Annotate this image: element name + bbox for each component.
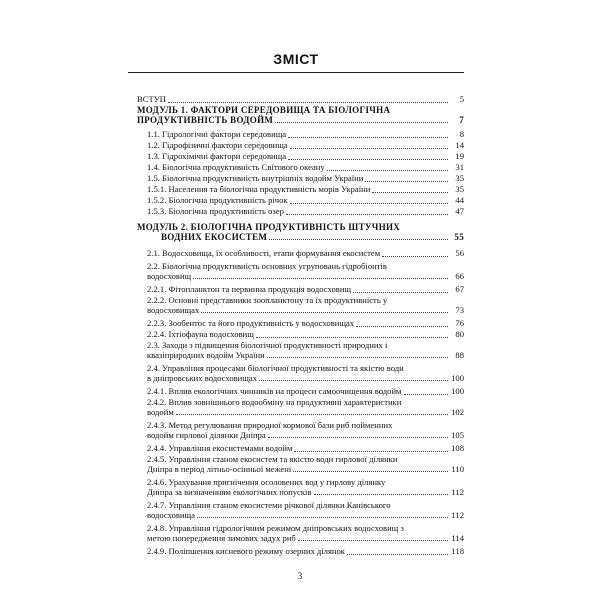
toc-entry-title: квазіприродних водойм України bbox=[147, 349, 265, 360]
toc-entry-title: водойм bbox=[147, 406, 174, 417]
dot-leader bbox=[298, 540, 448, 541]
toc-entry[interactable] bbox=[147, 364, 464, 383]
toc-entry[interactable] bbox=[147, 130, 464, 140]
toc-entry-page: 100 bbox=[451, 386, 464, 396]
toc-entry-title: ПРОДУКТИВНІСТЬ ВОДОЙМ bbox=[137, 114, 274, 125]
dot-leader bbox=[372, 192, 448, 193]
dot-leader bbox=[176, 414, 448, 415]
toc-entry-title: 2.2.4. Іхтіофауна водосховищ bbox=[147, 329, 254, 339]
toc-entry[interactable] bbox=[147, 524, 464, 543]
toc-entry[interactable] bbox=[147, 296, 464, 315]
toc-module-entry[interactable] bbox=[137, 223, 464, 242]
dot-leader bbox=[365, 181, 448, 182]
toc-entry-page: 118 bbox=[451, 546, 464, 556]
dot-leader bbox=[288, 137, 448, 138]
toc-entry-title: ВОДНИХ ЕКОСИСТЕМ bbox=[161, 231, 268, 242]
toc-entry-page: 102 bbox=[451, 406, 464, 417]
dot-leader bbox=[294, 451, 448, 452]
toc-entry-page: 100 bbox=[451, 372, 464, 383]
dot-leader bbox=[356, 326, 448, 327]
toc-entry-page: 55 bbox=[454, 231, 464, 242]
dot-leader bbox=[268, 437, 448, 438]
toc-entry-page: 5 bbox=[459, 94, 464, 104]
toc-entry-page: 108 bbox=[451, 443, 464, 453]
toc-entry-page: 66 bbox=[455, 270, 464, 281]
toc-entry-title-line: 2.3. Заходи з підвищення біологічної продуктивності природних і bbox=[147, 340, 388, 350]
toc-entry-page: 67 bbox=[455, 284, 464, 294]
toc-entry-title: 1.5. Біологічна продуктивність внутрішніх водойм України bbox=[147, 173, 364, 183]
toc-entry-title: 2.4.9. Поліпшення кисневого режиму озерних ділянок bbox=[147, 546, 345, 556]
toc-entry-page: 76 bbox=[455, 318, 464, 328]
toc-entry[interactable] bbox=[137, 95, 464, 105]
toc-entry-title-line: 2.4.6. Урахування пригнічення осоловених вод у гирлову ділянку bbox=[147, 477, 386, 487]
toc-entry[interactable] bbox=[147, 387, 464, 397]
toc-entry-page: 80 bbox=[455, 329, 464, 339]
toc-entry[interactable] bbox=[147, 174, 464, 184]
toc-entry[interactable] bbox=[147, 341, 464, 360]
toc-entry-title-line: 2.4.2. Вплив зовнішнього водообміну на продуктивні характеристики bbox=[147, 397, 402, 407]
toc-entry-title: 1.2. Гідрофізичні фактори середовища bbox=[147, 140, 288, 150]
dot-leader bbox=[293, 471, 448, 472]
toc-entry-title: 1.3. Гідрохімічні фактори середовища bbox=[147, 151, 287, 161]
toc-entry-page: 35 bbox=[455, 184, 464, 194]
dot-leader bbox=[259, 380, 448, 381]
toc-entry-title: водосховища bbox=[147, 509, 195, 520]
toc-entry[interactable] bbox=[147, 141, 464, 151]
toc-entry-title: 2.4.4. Управління екосистемами водойм bbox=[147, 443, 293, 453]
toc-module-entry[interactable] bbox=[137, 106, 464, 125]
toc-entry-title-line: 2.4.8. Управління гідрологічним режимом дніпровських водосховищ з bbox=[147, 523, 404, 533]
toc-entry[interactable] bbox=[147, 285, 464, 295]
toc-entry-title: 1.5.1. Населення та біологічна продуктивність морів України bbox=[147, 184, 371, 194]
toc-entry-page: 88 bbox=[455, 349, 464, 360]
dot-leader bbox=[382, 256, 448, 257]
toc-entry-title: 2.2.1. Фітопланктон та первинна продукція водосховищ bbox=[147, 284, 352, 294]
toc-entry[interactable] bbox=[147, 501, 464, 520]
toc-entry-title: водойм гирлової ділянки Дніпра bbox=[147, 429, 266, 440]
toc-entry-page: 114 bbox=[451, 532, 464, 543]
toc-entry-title-line: 2.4. Управління процесами біологічної продуктивності та якістю води bbox=[147, 363, 404, 373]
dot-leader bbox=[290, 148, 448, 149]
toc-entry-title-line: МОДУЛЬ 1. ФАКТОРИ СЕРЕДОВИЩА ТА БІОЛОГІЧНА bbox=[137, 105, 391, 115]
toc-entry-page: 7 bbox=[459, 114, 464, 125]
toc-entry-title: 1.1. Гідрологічні фактори середовища bbox=[147, 129, 287, 139]
toc-entry-page: 31 bbox=[455, 162, 464, 172]
toc-entry-title: водосховищах bbox=[147, 304, 200, 315]
toc-entry-title-line: 2.2. Біологічна продуктивність основних угруповань гідробіонтів bbox=[147, 261, 387, 271]
toc-entry-title: 1.5.2. Біологічна продуктивність річок bbox=[147, 195, 288, 205]
toc-entry-title: 2.1. Водосховища, їх особливості, етапи формування екосистем bbox=[147, 248, 381, 258]
dot-leader bbox=[168, 102, 448, 103]
dot-leader bbox=[288, 159, 448, 160]
toc-entry-title-line: 2.4.7. Управління станом екосистеми річкової ділянки Канівського bbox=[147, 500, 391, 510]
dot-leader bbox=[267, 357, 448, 358]
toc-entry[interactable] bbox=[147, 152, 464, 162]
dot-leader bbox=[314, 494, 449, 495]
dot-leader bbox=[193, 278, 448, 279]
toc-entry[interactable] bbox=[147, 421, 464, 440]
page-title: ЗМІСТ bbox=[273, 51, 319, 67]
dot-leader bbox=[353, 292, 448, 293]
toc-entry-title: в дніпровських водосховищах bbox=[147, 372, 258, 383]
toc-entry[interactable] bbox=[147, 196, 464, 206]
toc-entry[interactable] bbox=[147, 319, 464, 329]
toc-entry[interactable] bbox=[147, 444, 464, 454]
toc-entry[interactable] bbox=[147, 262, 464, 281]
toc-entry[interactable] bbox=[147, 547, 464, 557]
toc-entry-title: 2.2.3. Зообентос та його продуктивність у водосховищах bbox=[147, 318, 355, 328]
toc-entry-title: ВСТУП bbox=[137, 94, 167, 104]
dot-leader bbox=[347, 554, 448, 555]
toc-entry-page: 19 bbox=[455, 151, 464, 161]
toc-entry-title: 1.4. Біологічна продуктивність Світового океану bbox=[147, 162, 325, 172]
toc-entry[interactable] bbox=[147, 330, 464, 340]
dot-leader bbox=[275, 122, 448, 123]
toc-entry-title: Дніпра в період літньо-осінньої межені bbox=[147, 463, 292, 474]
page-number: 3 bbox=[297, 571, 303, 581]
toc-entry[interactable] bbox=[147, 455, 464, 474]
toc-entry[interactable] bbox=[147, 163, 464, 173]
toc-entry-title-line: 2.2.2. Основні представники зоопланктону та їх продуктивність у bbox=[147, 295, 388, 305]
toc-entry-title: водосховищ bbox=[147, 270, 192, 281]
dot-leader bbox=[197, 517, 448, 518]
dot-leader bbox=[404, 394, 449, 395]
toc-entry-page: 112 bbox=[451, 486, 464, 497]
toc-entry-title: Дніпра за визначенням екологічних попусків bbox=[147, 486, 312, 497]
dot-leader bbox=[286, 214, 448, 215]
toc-entry-title: 1.5.3. Біологічна продуктивність озер bbox=[147, 206, 284, 216]
toc-entry-page: 14 bbox=[455, 140, 464, 150]
toc-entry-title-line: МОДУЛЬ 2. БІОЛОГІЧНА ПРОДУКТИВНІСТЬ ШТУЧНИХ bbox=[137, 222, 401, 232]
toc-entry-page: 35 bbox=[455, 173, 464, 183]
toc-entry[interactable] bbox=[147, 478, 464, 497]
toc-entry-page: 8 bbox=[459, 129, 464, 139]
toc-entry-page: 112 bbox=[451, 509, 464, 520]
toc-entry[interactable] bbox=[147, 207, 464, 217]
toc-entry-title-line: 2.4.5. Управління станом екосистем та якістю води гирлової ділянки bbox=[147, 454, 398, 464]
toc-entry[interactable] bbox=[147, 398, 464, 417]
toc-entry-page: 105 bbox=[451, 429, 464, 440]
toc-entry-page: 56 bbox=[455, 248, 464, 258]
toc-entry-title: метою попередження зимових задух риб bbox=[147, 532, 296, 543]
toc-entry-title-line: 2.4.3. Метод регулювання природної кормової бази риб пойменних bbox=[147, 420, 393, 430]
dot-leader bbox=[290, 203, 448, 204]
dot-leader bbox=[256, 337, 448, 338]
toc-entry-page: 110 bbox=[451, 463, 464, 474]
toc-entry-page: 47 bbox=[455, 206, 464, 216]
toc-entry[interactable] bbox=[147, 185, 464, 195]
dot-leader bbox=[201, 312, 448, 313]
toc-entry[interactable] bbox=[147, 249, 464, 259]
dot-leader bbox=[269, 239, 448, 240]
toc-entry-page: 73 bbox=[455, 304, 464, 315]
dot-leader bbox=[327, 170, 448, 171]
toc-entry-title: 2.4.1. Вплив екологічних чинників на процеси самоочищення водойм bbox=[147, 386, 402, 396]
toc-entry-page: 44 bbox=[455, 195, 464, 205]
